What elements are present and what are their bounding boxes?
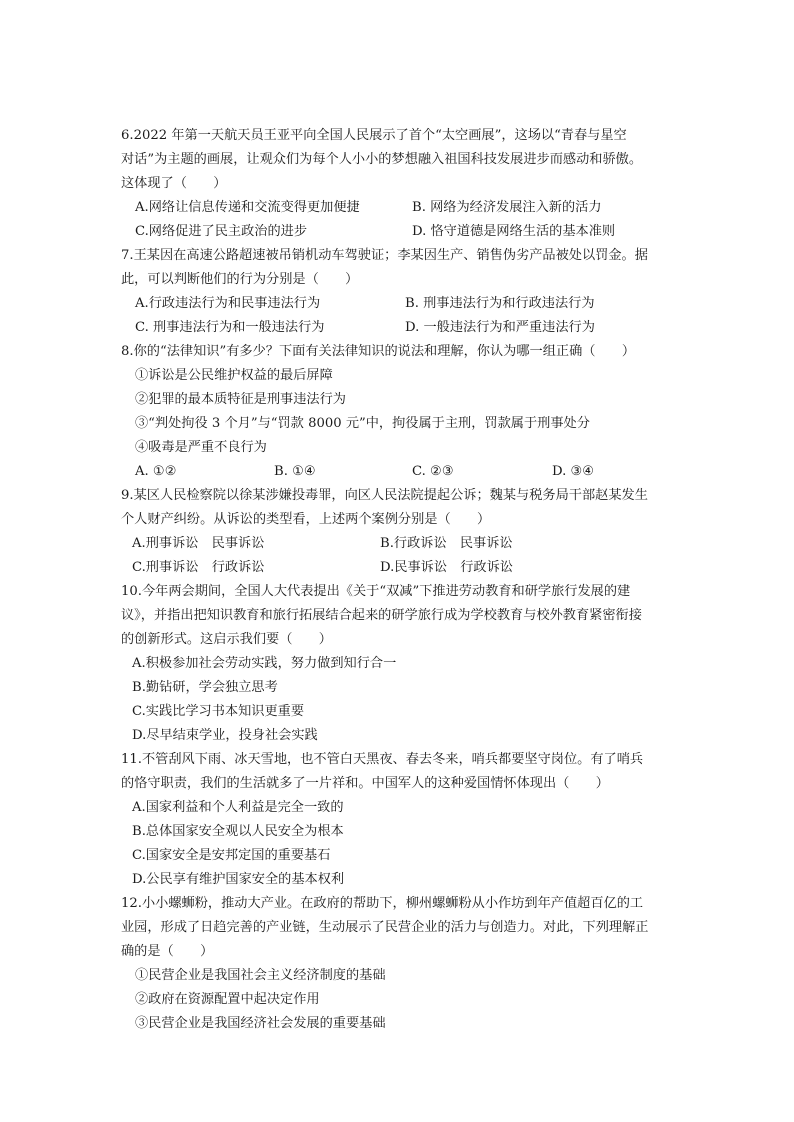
question-7-line-1: 7.王某因在高速公路超速被吊销机动车驾驶证；李某因生产、销售伪劣产品被处以罚金。据 bbox=[121, 248, 648, 263]
question-10-option-d: D.尽早结束学业，投身社会实践 bbox=[132, 728, 318, 743]
question-9-line-1: 9.某区人民检察院以徐某涉嫌投毒罪，向区人民法院提起公诉；魏某与税务局干部赵某发生 bbox=[121, 488, 648, 503]
question-7-line-2: 此，可以判断他们的行为分别是（ ） bbox=[121, 272, 359, 287]
question-6-line-2: 对话”为主题的画展，让观众们为每个人小小的梦想融入祖国科技发展进步而感动和骄傲。 bbox=[121, 152, 643, 167]
question-12-statement-2: ②政府在资源配置中起决定作用 bbox=[135, 992, 320, 1007]
question-8-statement-3: ③“判处拘役 3 个月”与“罚款 8000 元”中，拘役属于主刑，罚款属于刑事处分 bbox=[135, 416, 590, 431]
question-9-option-c: C.刑事诉讼 行政诉讼 bbox=[132, 560, 265, 575]
question-6-line-3: 这体现了（ ） bbox=[121, 176, 227, 191]
question-12-statement-3: ③民营企业是我国经济社会发展的重要基础 bbox=[135, 1016, 386, 1031]
question-10-line-2: 议》，并指出把知识教育和旅行拓展结合起来的研学旅行成为学校教育与校外教育紧密衔接 bbox=[121, 608, 642, 623]
question-9-option-a: A.刑事诉讼 民事诉讼 bbox=[132, 536, 265, 551]
question-10-line-1: 10.今年两会期间，全国人大代表提出《关于“双减”下推进劳动教育和研学旅行发展的建 bbox=[121, 584, 631, 599]
question-8-option-c: C. ②③ bbox=[412, 464, 454, 479]
question-7-option-b: B. 刑事违法行为和行政违法行为 bbox=[405, 296, 595, 311]
question-11-line-1: 11.不管刮风下雨、冰天雪地，也不管白天黑夜、春去冬来，哨兵都要坚守岗位。有了哨兵 bbox=[121, 752, 644, 767]
question-7-option-a: A.行政违法行为和民事违法行为 bbox=[135, 296, 321, 311]
question-6-option-a: A.网络让信息传递和交流变得更加便捷 bbox=[135, 200, 360, 215]
question-9-option-d: D.民事诉讼 行政诉讼 bbox=[380, 560, 513, 575]
question-9-line-2: 个人财产纠纷。从诉讼的类型看，上述两个案例分别是（ ） bbox=[121, 512, 491, 527]
question-6-option-b: B. 网络为经济发展注入新的活力 bbox=[412, 200, 602, 215]
question-8-option-b: B. ①④ bbox=[274, 464, 316, 479]
question-8-statement-1: ①诉讼是公民维护权益的最后屏障 bbox=[135, 368, 333, 383]
question-8-option-a: A. ①② bbox=[135, 464, 177, 479]
question-12-line-1: 12.小小螺蛳粉，推动大产业。在政府的帮助下，柳州螺蛳粉从小作坊到年产值超百亿的工 bbox=[121, 896, 644, 911]
question-10-option-c: C.实践比学习书本知识更重要 bbox=[132, 704, 305, 719]
question-8-line-1: 8.你的“法律知识”有多少？下面有关法律知识的说法和理解，你认为哪一组正确（ ） bbox=[121, 344, 635, 359]
question-12-line-2: 业园，形成了日趋完善的产业链，生动展示了民营企业的活力与创造力。对此，下列理解正 bbox=[121, 920, 649, 935]
question-10-option-a: A.积极参加社会劳动实践，努力做到知行合一 bbox=[132, 656, 397, 671]
question-12-statement-1: ①民营企业是我国社会主义经济制度的基础 bbox=[135, 968, 386, 983]
question-11-option-d: D.公民享有维护国家安全的基本权利 bbox=[132, 872, 345, 887]
question-10-option-b: B.勤钻研，学会独立思考 bbox=[132, 680, 278, 695]
question-11-option-c: C.国家安全是安邦定国的重要基石 bbox=[132, 848, 331, 863]
question-7-option-c: C. 刑事违法行为和一般违法行为 bbox=[135, 320, 325, 335]
question-6-option-c: C.网络促进了民主政治的进步 bbox=[135, 224, 308, 239]
question-8-option-d: D. ③④ bbox=[552, 464, 595, 479]
question-6-line-1: 6.2022 年第一天航天员王亚平向全国人民展示了首个“太空画展”，这场以“青春与星空 bbox=[121, 128, 627, 143]
question-11-line-2: 的恪守职责，我们的生活就多了一片祥和。中国军人的这种爱国情怀体现出（ ） bbox=[121, 776, 609, 791]
question-10-line-3: 的创新形式。这启示我们要（ ） bbox=[121, 632, 332, 647]
question-8-statement-2: ②犯罪的最本质特征是刑事违法行为 bbox=[135, 392, 346, 407]
question-8-statement-4: ④吸毒是严重不良行为 bbox=[135, 440, 267, 455]
question-12-line-3: 确的是（ ） bbox=[121, 944, 214, 959]
question-6-option-d: D. 恪守道德是网络生活的基本准则 bbox=[412, 224, 616, 239]
question-9-option-b: B.行政诉讼 民事诉讼 bbox=[380, 536, 513, 551]
question-7-option-d: D. 一般违法行为和严重违法行为 bbox=[405, 320, 595, 335]
question-11-option-b: B.总体国家安全观以人民安全为根本 bbox=[132, 824, 344, 839]
question-11-option-a: A.国家利益和个人利益是完全一致的 bbox=[132, 800, 344, 815]
